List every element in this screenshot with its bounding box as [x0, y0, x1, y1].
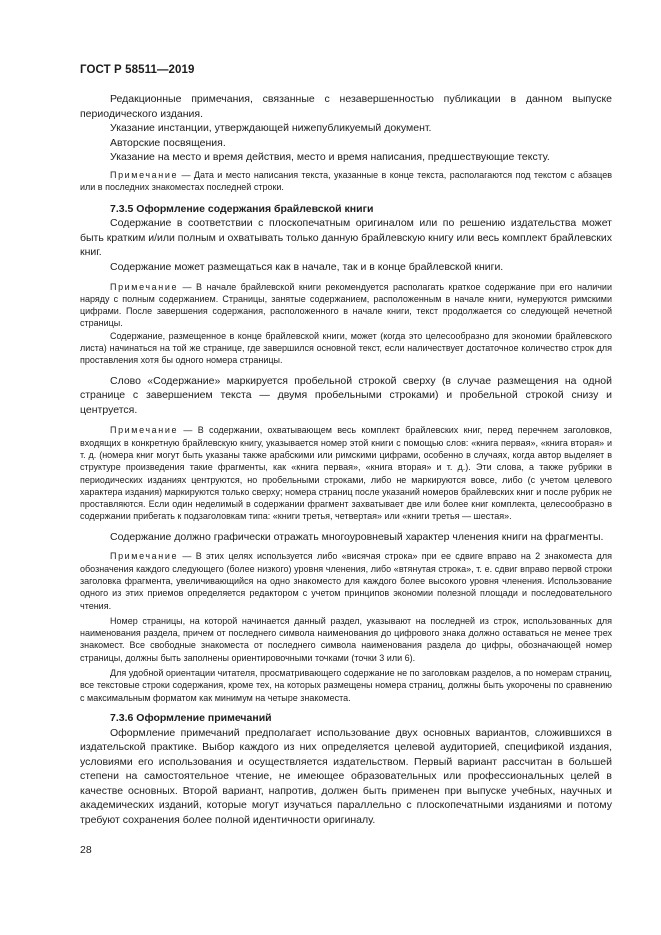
note — [80, 281, 612, 330]
paragraph: Содержание может размещаться как в начале, так и в конце брайлевской книги. — [110, 260, 504, 273]
note-label: Примечание — [110, 425, 179, 436]
note-paragraph: Номер страницы, на которой начинается данный раздел, указывают на последней из строк, использованных для наименования раздела, причем от последнего символа наименования до цифрового знака должно оставаться не менее трех знакомест. Все свободные знакоместа от последнего символа наименования раздела до цифры, обозначающей номер страницы, должны быть заполнены ориентировочными точками (точки 3 или 6). — [80, 615, 612, 663]
note-dash: — — [178, 169, 194, 180]
note-text: В содержании, охватывающем весь комплект брайлевских книг, перед перечнем заголовков, входящих в конкретную брайлевскую книгу, указывается номер этой книги с помощью слов: «книга первая», «книга вторая» и т. д. (номера книг могут быть указаны также арабскими или римскими цифрами, особенно в случаях, когда автор выделяет в структуре произведения такие фрагменты, как «книга первая», «книга вторая» и т. д.). Эти слова, а также рубрики в периодических изданиях центруются, но пробельными строками, либо не маркируются вовсе, либо (с учетом целевого характера издания) маркируются только сверху; номера страниц после указаний номеров брайлевских книг и после рубрик не проставляются. Если один неделимый в содержании фрагмент захватывает две или более книг комплекта, целесообразно в содержании прибегать к подзаголовкам типа: «книги третья, четвертая» или «книги третья — шестая». — [80, 425, 612, 522]
paragraph: Содержание должно графически отражать многоуровневый характер членения книги на фрагменты. — [110, 530, 604, 543]
note-paragraph: Содержание, размещенное в конце брайлевской книги, может (когда это целесообразно для экономии брайлевского листа) начинаться на той же странице, где завершился основной текст, если наличествует достаточное количество строк для проставления хотя бы одного номера страницы. — [80, 330, 612, 366]
note — [80, 550, 612, 611]
note-label: Примечание — [110, 281, 179, 292]
paragraph: Оформление примечаний предполагает использование двух основных вариантов, сложившихся в издательской практике. Выбор каждого из них определяется целевой аудиторией, спецификой издания, условиями его использования и осуществляется издательством. Первый вариант рассчитан в большей степени на самостоятельное чтение, не имеющее образовательных или профессиональных целей в качестве основных. Второй вариант, напротив, должен быть применен при выпуске учебных, научных и академических изданий, которые могут изучаться параллельно с плоскопечатными изданиями и потому требуют сохранения более полной идентичности оригиналу. — [80, 726, 612, 827]
paragraph: Авторские посвящения. — [110, 136, 226, 149]
section-heading-7-3-6: 7.3.6 Оформление примечаний — [110, 711, 272, 724]
document-header: ГОСТ Р 58511—2019 — [80, 64, 195, 76]
note-dash: — — [178, 425, 198, 436]
paragraph: Указание на место и время действия, место и время написания, предшествующие тексту. — [110, 151, 550, 164]
note-text: Дата и место написания текста, указанные в конце текста, располагаются под текстом с абзацев или в последних знакоместах последней строки. — [80, 169, 612, 193]
note-label: Примечание — [110, 551, 179, 562]
note-label: Примечание — [110, 169, 179, 180]
note — [80, 424, 612, 522]
note-paragraph: Для удобной ориентации читателя, просматривающего содержание не по заголовкам разделов, а по номерам страниц, все текстовые строки содержания, кроме тех, на которых размещены номера страниц, должны быть укорочены по сравнению с максимальным форматом как минимум на четыре знакоместа. — [80, 668, 612, 703]
note — [80, 169, 612, 194]
page-number: 28 — [80, 844, 92, 856]
note-text: В начале брайлевской книги рекомендуется располагать краткое содержание при его наличии наряду с полным содержанием. Страницы, занятые содержанием, расположенным в начале книги, нумеруются римскими цифрами. После завершения содержания, расположенного в начале книги, текст продолжается со следующей нечетной страницы. — [80, 281, 612, 329]
note-text: В этих целях используется либо «висячая строка» при ее сдвиге вправо на 2 знакоместа для обозначения каждого следующего (более низкого) уровня членения, либо «втянутая строка», т. е. сдвиг вправо первой строки заголовка фрагмента, увеличивающийся на одно знакоместо для каждого более высокого уровня членения. Использование одного из этих приемов определяется редактором с учетом принципов экономии полезной площади и последовательного чтения. — [80, 551, 612, 611]
paragraph: Указание инстанции, утверждающей нижепубликуемый документ. — [110, 122, 432, 135]
paragraph: Редакционные примечания, связанные с незавершенностью публикации в данном выпуске периодического издания. — [80, 93, 612, 120]
section-heading-7-3-5: 7.3.5 Оформление содержания брайлевской книги — [110, 202, 374, 215]
paragraph: Слово «Содержание» маркируется пробельной строкой сверху (в случае размещения на одной странице с завершением текста — двумя пробельными строками) и пробельной строкой снизу и центруется. — [80, 374, 612, 416]
note-dash: — — [178, 281, 197, 292]
note-dash: — — [178, 551, 196, 562]
paragraph: Содержание в соответствии с плоскопечатным оригиналом или по решению издательства может быть кратким и/или полным и охватывать только данную брайлевскую книгу или весь комплект брайлевских книг. — [80, 217, 612, 259]
page-content — [80, 92, 612, 828]
